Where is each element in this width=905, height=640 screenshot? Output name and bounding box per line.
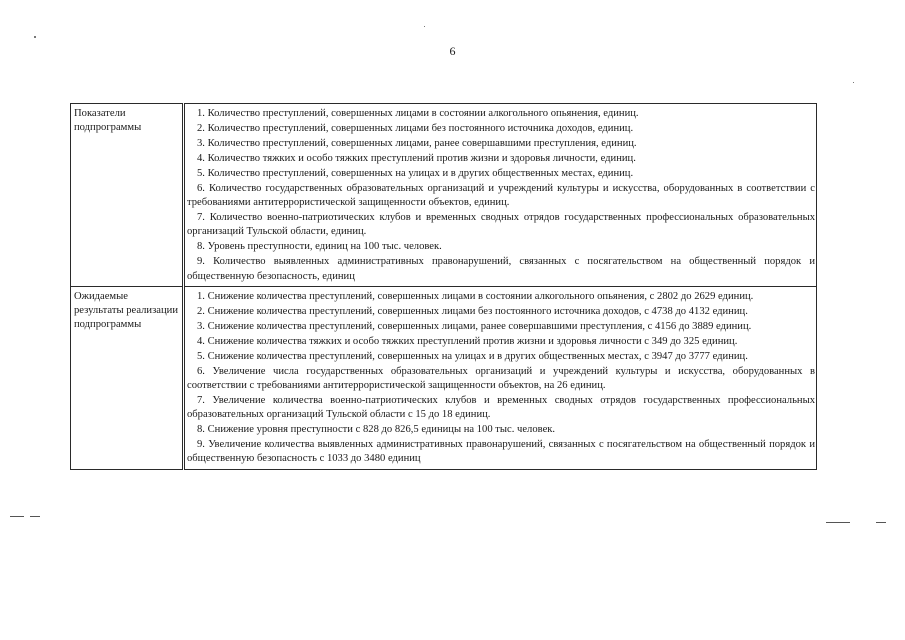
- page-number: 6: [449, 44, 456, 58]
- list-item: 3. Снижение количества преступлений, совершенных лицами, ранее совершавшими преступления, с 4156 до 3889 единиц.: [197, 320, 752, 332]
- list-item: 9. Увеличение количества выявленных административных правонарушений, связанных с посягательством на общественный порядок и общественную безопасность с 1033 до 3480 единиц: [187, 439, 815, 465]
- row-content-cell: [184, 104, 817, 287]
- scan-dash: [826, 522, 850, 523]
- list-item: 3. Количество преступлений, совершенных лицами, ранее совершавшими преступления, единиц.: [197, 138, 637, 149]
- scan-speck: [853, 82, 854, 83]
- subprogram-table: [70, 103, 817, 470]
- row-label-indicators: Показатели подпрограммы: [74, 108, 142, 134]
- row-content-cell: [184, 286, 817, 469]
- list-item: 1. Количество преступлений, совершенных лицами в состоянии алкогольного опьянения, единиц.: [197, 108, 639, 119]
- list-item: 2. Количество преступлений, совершенных лицами без постоянного источника доходов, единиц.: [197, 123, 634, 134]
- row-label-cell: [71, 104, 184, 287]
- row-label-cell: [71, 286, 184, 469]
- list-item: 4. Количество тяжких и особо тяжких преступлений против жизни и здоровья личности, единиц.: [197, 153, 636, 164]
- list-item: 7. Увеличение количества военно-патриотических клубов и временных сводных отрядов государственных профессиональных образовательных организаций Тульской области с 15 до 18 единиц.: [187, 395, 815, 421]
- table-row-indicators: [71, 104, 817, 287]
- scan-dash: [876, 522, 886, 523]
- scan-speck: [34, 36, 36, 38]
- row-label-expected-results: Ожидаемые результаты реализации подпрограммы: [74, 290, 178, 331]
- list-item: 5. Количество преступлений, совершенных на улицах и в других общественных местах, единиц.: [197, 168, 634, 179]
- table-row-expected-results: [71, 286, 817, 469]
- list-item: 9. Количество выявленных административных правонарушений, связанных с посягательством на общественный порядок и общественную безопасность, единиц: [187, 256, 815, 282]
- scan-speck: [424, 26, 425, 27]
- list-item: 4. Снижение количества тяжких и особо тяжких преступлений против жизни и здоровья личности с 349 до 325 единиц.: [197, 335, 738, 347]
- list-item: 6. Количество государственных образовательных организаций и учреждений культуры и искусства, оборудованных в соответствии с требованиями антитеррористической защищенности объектов, единиц.: [187, 183, 815, 209]
- list-item: 5. Снижение количества преступлений, совершенных на улицах и в других общественных местах, с 3947 до 3777 единиц.: [197, 350, 748, 362]
- list-item: 1. Снижение количества преступлений, совершенных лицами в состоянии алкогольного опьянения, с 2802 до 2629 единиц.: [197, 290, 754, 302]
- list-item: 7. Количество военно-патриотических клубов и временных сводных отрядов государственных профессиональных образовательных организаций Тульской области, единиц.: [187, 212, 815, 238]
- scan-dash: [10, 516, 24, 517]
- list-item: 8. Уровень преступности, единиц на 100 тыс. человек.: [197, 241, 442, 253]
- list-item: 6. Увеличение числа государственных образовательных организаций и учреждений культуры и искусства, оборудованных в соответствии с требованиями антитеррористической защищенности объектов, на 26 единиц.: [187, 365, 815, 392]
- list-item: 2. Снижение количества преступлений, совершенных лицами без постоянного источника доходов, с 4738 до 4132 единиц.: [197, 305, 748, 317]
- scan-dash: [30, 516, 40, 517]
- list-item: 8. Снижение уровня преступности с 828 до 826,5 единицы на 100 тыс. человек.: [197, 424, 556, 436]
